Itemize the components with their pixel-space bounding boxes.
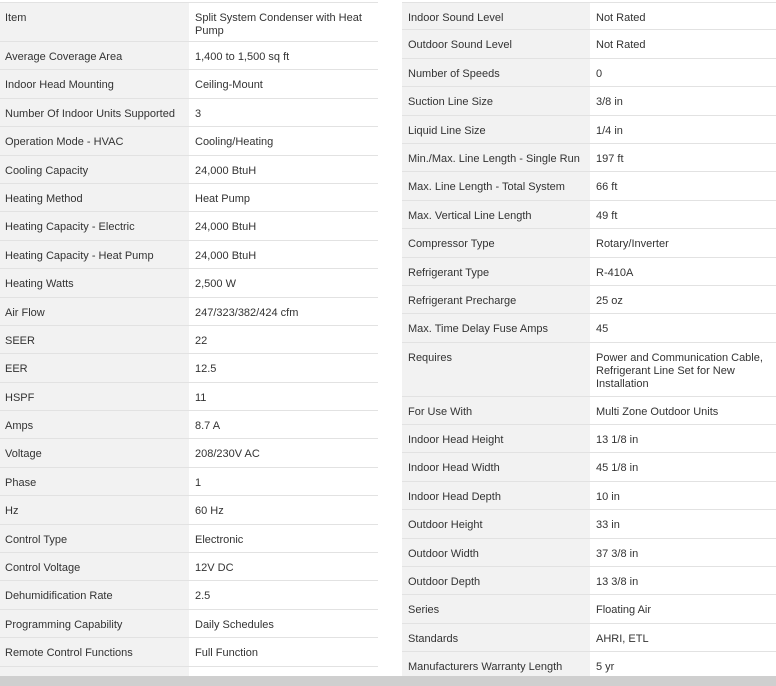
spec-label: Manufacturers Warranty Length <box>402 652 590 676</box>
spec-value: 247/323/382/424 cfm <box>195 306 299 319</box>
spec-value: Cooling/Heating <box>195 136 274 149</box>
spec-row <box>0 99 378 127</box>
spec-row <box>402 595 776 623</box>
spec-row <box>0 468 378 496</box>
spec-row <box>402 172 776 200</box>
spec-value: 10 in <box>596 490 620 503</box>
spec-value: 11 <box>195 391 207 404</box>
spec-value: 24,000 BtuH <box>195 221 257 234</box>
spec-value: 5 yr <box>596 661 615 674</box>
spec-column-right <box>402 2 776 676</box>
spec-value: 37 3/8 in <box>596 547 639 560</box>
spec-row <box>0 496 378 524</box>
spec-row <box>402 510 776 538</box>
spec-row <box>0 241 378 269</box>
spec-label: Operation Mode - HVAC <box>0 127 189 154</box>
spec-label: Remote Control Functions <box>0 638 189 665</box>
spec-value: Floating Air <box>596 604 652 617</box>
spec-row <box>0 525 378 553</box>
spec-row <box>0 553 378 581</box>
spec-row <box>0 638 378 666</box>
spec-label: Refrigerant Type <box>402 258 590 285</box>
spec-value: 33 in <box>596 519 620 532</box>
spec-label: Average Coverage Area <box>0 42 189 69</box>
spec-label: Requires <box>402 343 590 396</box>
spec-value: Power and Communication Cable, Refrigerant Line Set for New Installation <box>596 351 763 390</box>
spec-label: Programming Capability <box>0 610 189 637</box>
spec-label: Outdoor Height <box>402 510 590 537</box>
horizontal-scrollbar[interactable] <box>0 676 776 686</box>
spec-label: Indoor Head Depth <box>402 482 590 509</box>
spec-value: R-410A <box>596 266 634 279</box>
spec-row <box>402 87 776 115</box>
spec-label: Voltage <box>0 439 189 466</box>
spec-label: Compressor Type <box>402 229 590 256</box>
spec-value: Ceiling-Mount <box>195 79 263 92</box>
spec-value: 2,500 W <box>195 278 236 291</box>
spec-label: Min./Max. Line Length - Single Run <box>402 144 590 171</box>
spec-value: 0 <box>596 67 603 80</box>
spec-row <box>402 286 776 314</box>
spec-value: 13 1/8 in <box>596 434 639 447</box>
spec-row <box>0 354 378 382</box>
spec-label: For Use With <box>402 397 590 424</box>
spec-row <box>402 453 776 481</box>
spec-label: Indoor Sound Level <box>402 3 590 29</box>
spec-row <box>402 59 776 87</box>
spec-row <box>402 397 776 425</box>
spec-row <box>402 116 776 144</box>
spec-label: Series <box>402 595 590 622</box>
spec-row <box>0 184 378 212</box>
spec-row <box>402 567 776 595</box>
spec-label: Indoor Head Mounting <box>0 70 189 97</box>
spec-value: Heat Pump <box>195 192 251 205</box>
spec-label: Indoor Head Height <box>402 425 590 452</box>
spec-row <box>0 298 378 326</box>
spec-row <box>402 229 776 257</box>
spec-value: 12.5 <box>195 363 217 376</box>
spec-row <box>402 343 776 397</box>
spec-row <box>402 652 776 676</box>
spec-row <box>0 156 378 184</box>
spec-label: Indoor Head Width <box>402 453 590 480</box>
spec-value: Full Function <box>195 647 258 660</box>
spec-value: Rotary/Inverter <box>596 238 669 251</box>
spec-row <box>0 127 378 155</box>
spec-value: Not Rated <box>596 39 646 52</box>
spec-value: Not Rated <box>596 12 646 24</box>
spec-row <box>402 425 776 453</box>
spec-label: Heating Method <box>0 184 189 211</box>
spec-row <box>0 439 378 467</box>
spec-label: Air Flow <box>0 298 189 325</box>
spec-value: 1,400 to 1,500 sq ft <box>195 51 290 63</box>
spec-label: Max. Time Delay Fuse Amps <box>402 314 590 341</box>
spec-row <box>402 482 776 510</box>
spec-label: Hz <box>0 496 189 523</box>
spec-row <box>402 2 776 30</box>
spec-row <box>0 269 378 297</box>
spec-value: AHRI, ETL <box>596 632 649 645</box>
spec-row <box>402 30 776 58</box>
spec-row <box>402 624 776 652</box>
spec-value: 208/230V AC <box>195 448 260 461</box>
spec-value: 45 1/8 in <box>596 462 639 475</box>
spec-column-left <box>0 2 378 676</box>
spec-row <box>0 326 378 354</box>
spec-row <box>0 411 378 439</box>
spec-value: Multi Zone Outdoor Units <box>596 405 719 418</box>
spec-label: Standards <box>402 624 590 651</box>
spec-label: Cooling Capacity <box>0 156 189 183</box>
spec-value <box>189 667 378 676</box>
spec-row <box>0 42 378 70</box>
spec-value: 1 <box>195 476 202 489</box>
spec-label <box>0 667 189 676</box>
spec-label: Dehumidification Rate <box>0 581 189 608</box>
spec-label: Control Type <box>0 525 189 552</box>
spec-row <box>402 539 776 567</box>
spec-label: Outdoor Depth <box>402 567 590 594</box>
spec-row <box>0 70 378 98</box>
spec-row <box>402 314 776 342</box>
spec-value: 25 oz <box>596 294 623 307</box>
spec-label: Suction Line Size <box>402 87 590 114</box>
spec-value: 8.7 A <box>195 420 221 433</box>
spec-value: Electronic <box>195 533 244 546</box>
spec-label: Heating Watts <box>0 269 189 296</box>
spec-value: 13 3/8 in <box>596 576 639 589</box>
spec-value: 60 Hz <box>195 505 224 518</box>
spec-label: EER <box>0 354 189 381</box>
spec-value: 45 <box>596 323 609 336</box>
spec-label: Heating Capacity - Heat Pump <box>0 241 189 268</box>
spec-value: 1/4 in <box>596 124 623 137</box>
spec-label: Item <box>0 3 189 41</box>
spec-value: Split System Condenser with Heat Pump <box>195 12 362 37</box>
spec-label: Max. Vertical Line Length <box>402 201 590 228</box>
spec-label: Liquid Line Size <box>402 116 590 143</box>
spec-label: Phase <box>0 468 189 495</box>
spec-value: 24,000 BtuH <box>195 249 257 262</box>
spec-label: Max. Line Length - Total System <box>402 172 590 199</box>
spec-row <box>402 258 776 286</box>
spec-value: 49 ft <box>596 209 618 222</box>
spec-row <box>0 383 378 411</box>
spec-row <box>402 201 776 229</box>
spec-value: 24,000 BtuH <box>195 164 257 177</box>
spec-label: Control Voltage <box>0 553 189 580</box>
spec-label: Number Of Indoor Units Supported <box>0 99 189 126</box>
spec-value: 66 ft <box>596 181 618 194</box>
spec-label: Refrigerant Precharge <box>402 286 590 313</box>
spec-row <box>0 610 378 638</box>
spec-value: Daily Schedules <box>195 618 274 631</box>
spec-value: 197 ft <box>596 152 624 165</box>
spec-row <box>402 144 776 172</box>
spec-value: 22 <box>195 334 208 347</box>
spec-label: Heating Capacity - Electric <box>0 212 189 239</box>
spec-row <box>0 667 378 676</box>
spec-row <box>0 212 378 240</box>
spec-row <box>0 581 378 609</box>
spec-label: SEER <box>0 326 189 353</box>
spec-value: 3/8 in <box>596 96 623 109</box>
spec-row <box>0 2 378 42</box>
spec-label: Outdoor Width <box>402 539 590 566</box>
spec-value: 12V DC <box>195 562 234 575</box>
spec-label: Number of Speeds <box>402 59 590 86</box>
spec-value: 3 <box>195 107 202 120</box>
spec-label: Amps <box>0 411 189 438</box>
spec-label: Outdoor Sound Level <box>402 30 590 57</box>
spec-value: 2.5 <box>195 590 211 603</box>
spec-label: HSPF <box>0 383 189 410</box>
